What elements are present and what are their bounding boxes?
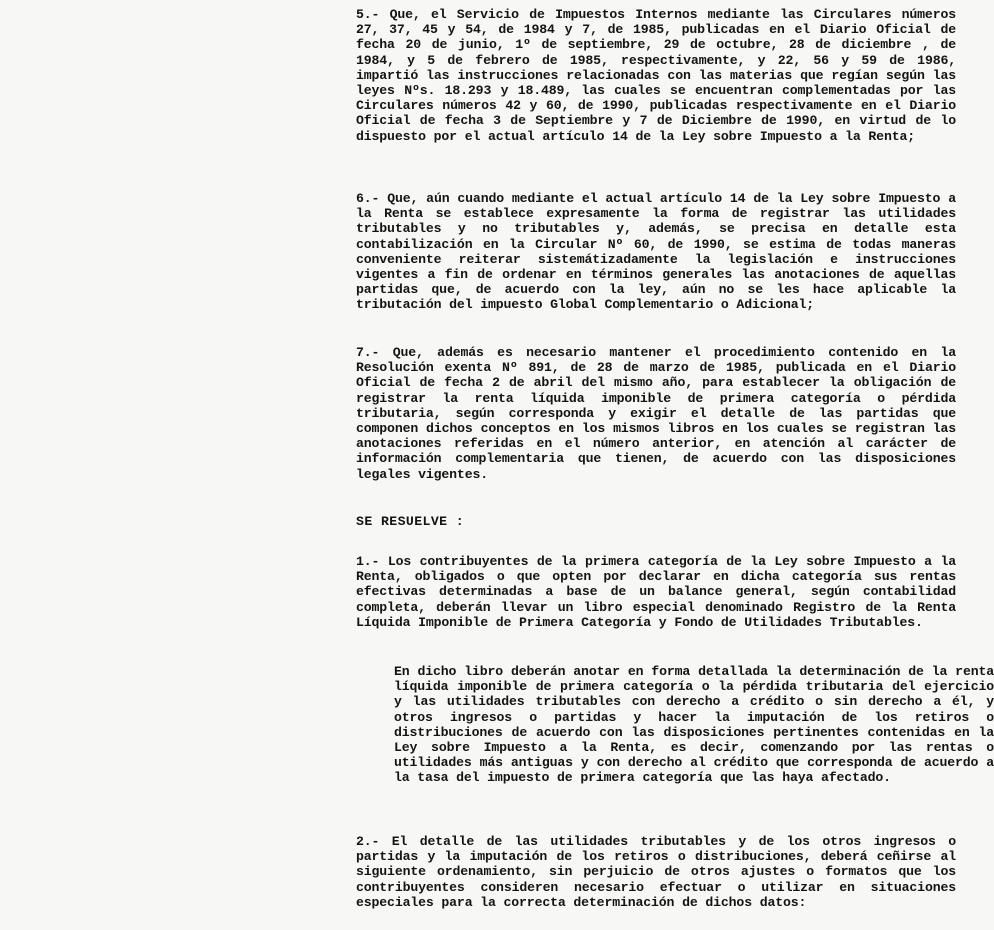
paragraph-7: 7.- Que, además es necesario mantener el procedimiento contenido en la Resolución exenta Nº 891, de 28 de marzo de 1985, publicada en el Diario Oficial de fecha 2 de abril del mismo año, para establecer la obligación de registrar la renta líquida imponible de primera categoría o pérdida tributaria, según corresponda y exigir el detalle de las partidas que componen dichos conceptos en los mismos libros en los cuales se registran las anotaciones referidas en el número anterior, en atención al carácter de información complementaria que tienen, de acuerdo con las disposiciones legales vigentes. — [356, 345, 956, 482]
paragraph-5: 5.- Que, el Servicio de Impuestos Internos mediante las Circulares números 27, 37, 45 y 54, de 1984 y 7, de 1985, publicadas en el Diario Oficial de fecha 20 de junio, 1º de septiembre, 29 de octubre, 28 de diciembre , de 1984, y 5 de febrero de 1985, respectivamente, y 22, 56 y 59 de 1986, impartió las instrucciones relacionadas con las materias que regían según las leyes Nºs. 18.293 y 18.489, las cuales se encuentran complementadas por las Circulares números 42 y 60, de 1990, publicadas respectivamente en el Diario Oficial de fecha 3 de Septiembre y 7 de Diciembre de 1990, en virtud de lo dispuesto por el actual artículo 14 de la Ley sobre Impuesto a la Renta; — [356, 7, 956, 144]
paragraph-6: 6.- Que, aún cuando mediante el actual artículo 14 de la Ley sobre Impuesto a la Renta se establece expresamente la forma de registrar las utilidades tributables y no tributables y, además, se precisa en detalle esta contabilización en la Circular Nº 60, de 1990, se estima de todas maneras conveniente reiterar sistemátizadamente la legislación e instrucciones vigentes a fin de ordenar en términos generales las anotaciones de aquellas partidas que, de acuerdo con la ley, aún no se les hace aplicable la tributación del impuesto Global Complementario o Adicional; — [356, 191, 956, 313]
resolution-1: 1.- Los contribuyentes de la primera categoría de la Ley sobre Impuesto a la Renta, obligados o que opten por declarar en dicha categoría sus rentas efectivas determinadas a base de un balance general, según contabilidad completa, deberán llevar un libro especial denominado Registro de la Renta Líquida Imponible de Primera Categoría y Fondo de Utilidades Tributables. — [356, 554, 956, 630]
se-resuelve-heading: SE RESUELVE : — [356, 514, 465, 529]
resolution-1-continued: En dicho libro deberán anotar en forma detallada la determinación de la renta líquida imponible de primera categoría o la pérdida tributaria del ejercicio y las utilidades tributables con derecho a crédito o sin derecho a él, y otros ingresos o partidas y hacer la imputación de los retiros o distribuciones de acuerdo con las disposiciones pertinentes contenidas en la Ley sobre Impuesto a la Renta, es decir, comenzando por las rentas o utilidades más antiguas y con derecho al crédito que corresponda de acuerdo a la tasa del impuesto de primera categoría que las haya afectado. — [394, 664, 994, 786]
resolution-2: 2.- El detalle de las utilidades tributables y de los otros ingresos o partidas y la imputación de los retiros o distribuciones, deberá ceñirse al siguiente ordenamiento, sin perjuicio de otros ajustes o formatos que los contribuyentes consideren necesario efectuar o utilizar en situaciones especiales para la correcta determinación de dichos datos: — [356, 834, 956, 910]
